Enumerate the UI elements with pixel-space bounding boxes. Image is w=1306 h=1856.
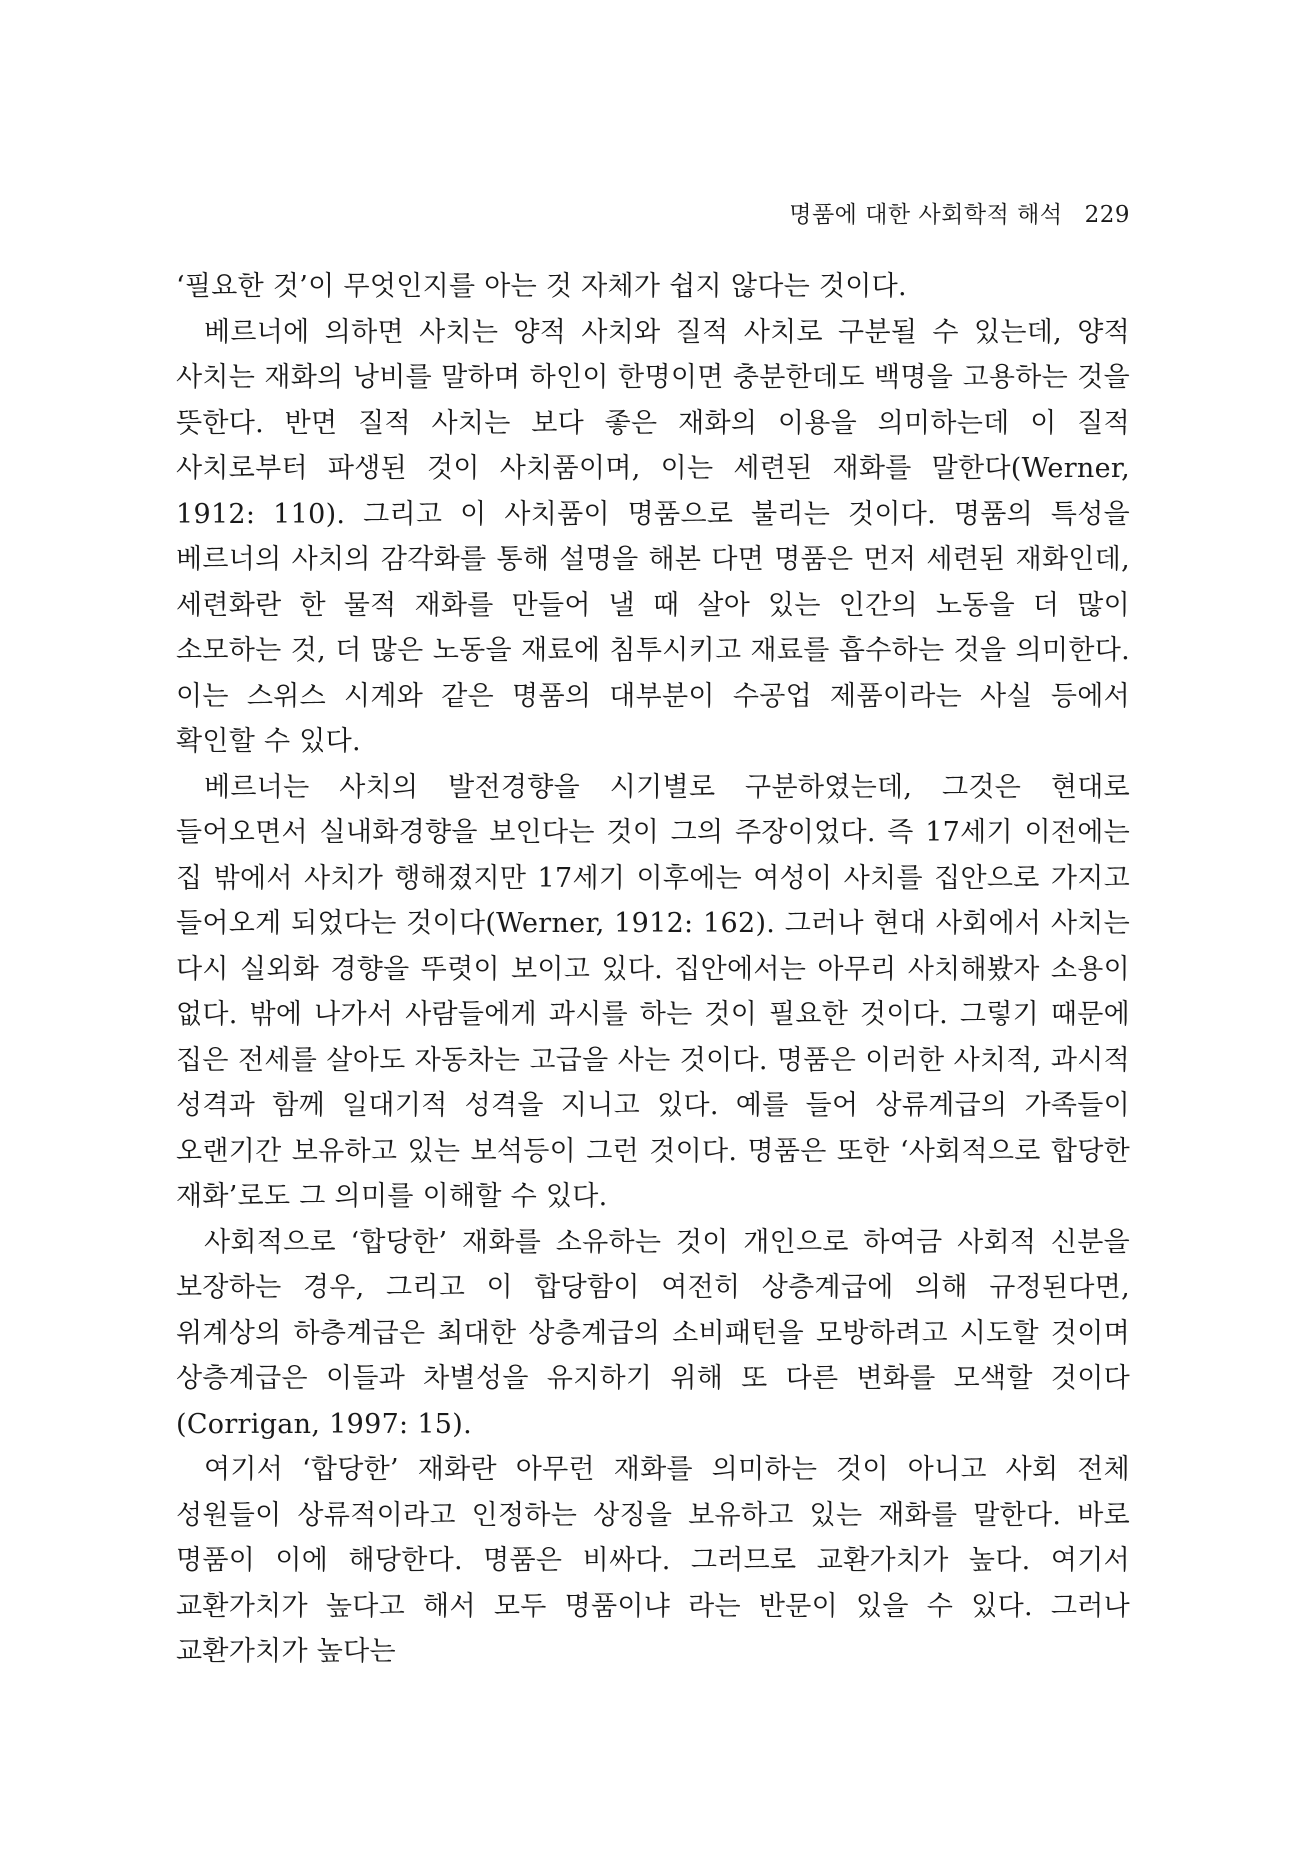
running-title: 명품에 대한 사회학적 해석 xyxy=(789,202,1063,228)
paragraph-3: 베르너는 사치의 발전경향을 시기별로 구분하였는데, 그것은 현대로 들어오면서 실내화경향을 보인다는 것이 그의 주장이었다. 즉 17세기 이전에는 집 밖에서 사치가 행해졌지만 17세기 이후에는 여성이 사치를 집안으로 가지고 들어오게 되었다는 것이다(Werner, 1912: 162). 그러나 현대 사회에서 사치는 다시 실외화 경향을 뚜렷이 보이고 있다. 집안에서는 아무리 사치해봤자 소용이 없다. 밖에 나가서 사람들에게 과시를 하는 것이 필요한 것이다. 그렇기 때문에 집은 전세를 살아도 자동차는 고급을 사는 것이다. 명품은 이러한 사치적, 과시적 성격과 함께 일대기적 성격을 지니고 있다. 예를 들어 상류계급의 가족들이 오랜기간 보유하고 있는 보석등이 그런 것이다. 명품은 또한 ‘사회적으로 합당한 재화’로도 그 의미를 이해할 수 있다. xyxy=(176,771,1130,1212)
body-text xyxy=(176,264,1130,1675)
paragraph-2: 베르너에 의하면 사치는 양적 사치와 질적 사치로 구분될 수 있는데, 양적 사치는 재화의 낭비를 말하며 하인이 한명이면 충분한데도 백명을 고용하는 것을 뜻한다. 반면 질적 사치는 보다 좋은 재화의 이용을 의미하는데 이 질적 사치로부터 파생된 것이 사치품이며, 이는 세련된 재화를 말한다(Werner, 1912: 110). 그리고 이 사치품이 명품으로 불리는 것이다. 명품의 특성을 베르너의 사치의 감각화를 통해 설명을 해본 다면 명품은 먼저 세련된 재화인데, 세련화란 한 물적 재화를 만들어 낼 때 살아 있는 인간의 노동을 더 많이 소모하는 것, 더 많은 노동을 재료에 침투시키고 재료를 흡수하는 것을 의미한다. 이는 스위스 시계와 같은 명품의 대부분이 수공업 제품이라는 사실 등에서 확인할 수 있다. xyxy=(176,316,1130,757)
paragraph-5: 여기서 ‘합당한’ 재화란 아무런 재화를 의미하는 것이 아니고 사회 전체 성원들이 상류적이라고 인정하는 상징을 보유하고 있는 재화를 말한다. 바로 명품이 이에 해당한다. 명품은 비싸다. 그러므로 교환가치가 높다. 여기서 교환가치가 높다고 해서 모두 명품이냐 라는 반문이 있을 수 있다. 그러나 교환가치가 높다는 xyxy=(176,1454,1130,1667)
page-number: 229 xyxy=(1084,202,1130,228)
running-header xyxy=(789,196,1130,229)
paragraph-1: ‘필요한 것’이 무엇인지를 아는 것 자체가 쉽지 않다는 것이다. xyxy=(176,271,907,302)
paragraph-4: 사회적으로 ‘합당한’ 재화를 소유하는 것이 개인으로 하여금 사회적 신분을 보장하는 경우, 그리고 이 합당함이 여전히 상층계급에 의해 규정된다면, 위계상의 하층계급은 최대한 상층계급의 소비패턴을 모방하려고 시도할 것이며 상층계급은 이들과 차별성을 유지하기 위해 또 다른 변화를 모색할 것이다(Corrigan, 1997: 15). xyxy=(176,1226,1130,1440)
